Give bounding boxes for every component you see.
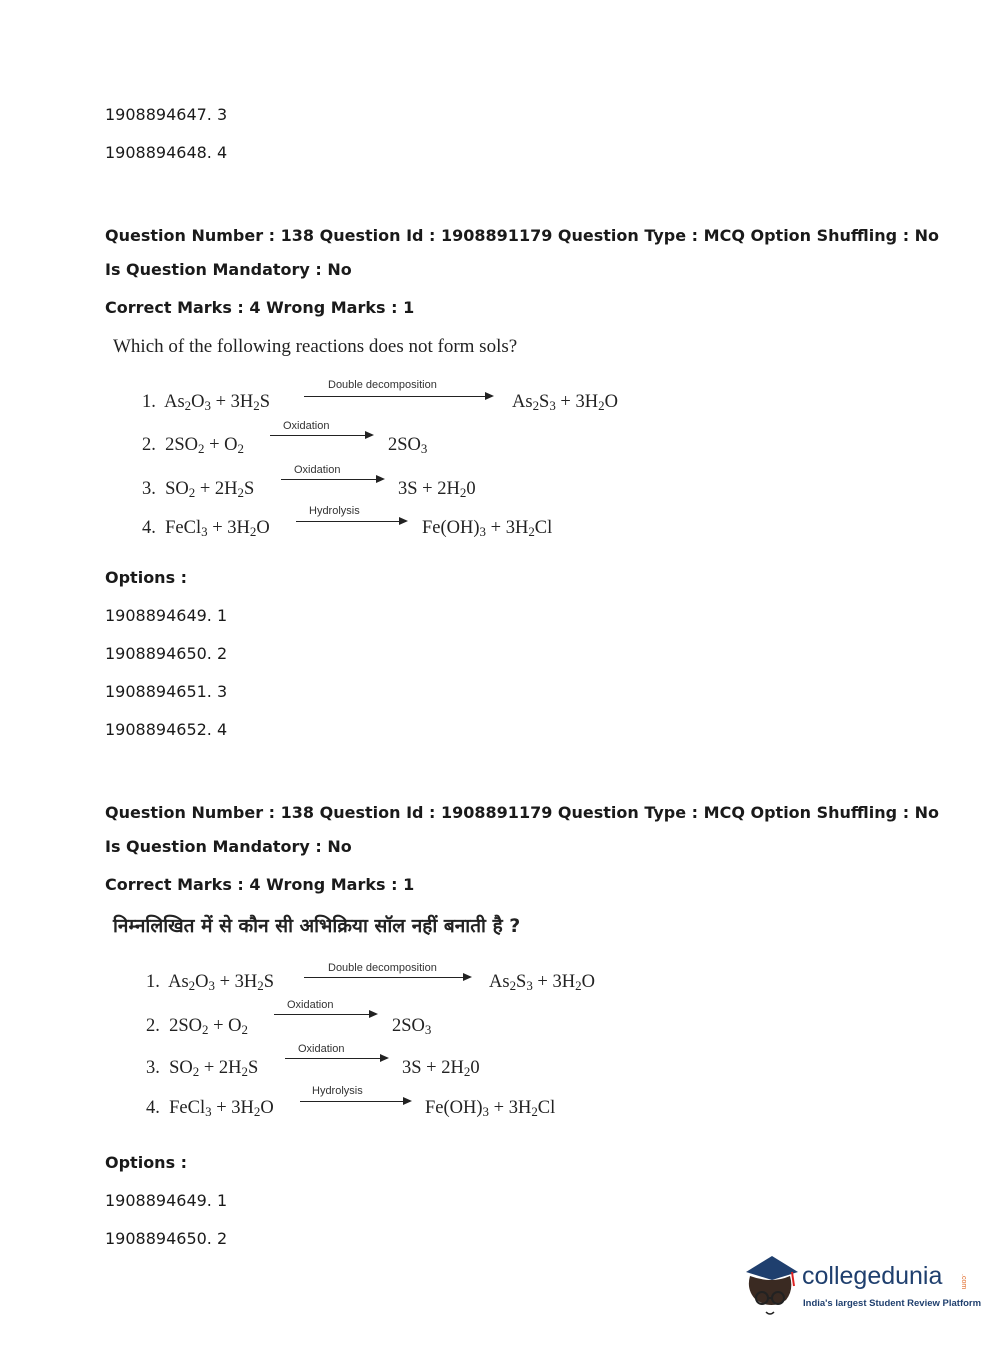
reaction-arrow bbox=[274, 1014, 376, 1015]
reaction-4: 4. FeCl$_3$ + $3H_2O$ bbox=[146, 1098, 274, 1119]
reaction-product: $Fe(OH)_3 + 3H_2Cl$ bbox=[422, 518, 553, 539]
option-line: 1908894648. 4 bbox=[105, 143, 228, 162]
logo-tagline: India's largest Student Review Platform bbox=[803, 1298, 982, 1309]
reaction-condition: Double decomposition bbox=[328, 962, 437, 974]
reaction-arrow bbox=[304, 977, 470, 978]
option-line: 1908894650. 2 bbox=[105, 644, 228, 663]
reaction-condition: Hydrolysis bbox=[309, 505, 360, 517]
question-text-hindi: निम्नलिखित में से कौन सी अभिक्रिया सॉल नहीं बनाती है ? bbox=[113, 915, 521, 937]
reaction-product: $3S + 2H_20$ bbox=[402, 1058, 480, 1079]
reaction-1: 1. $As_2O_3 + 3H_2S$ bbox=[146, 972, 275, 993]
reaction-1: 1. $As_2O_3 + 3H_2S$ bbox=[142, 392, 271, 413]
reaction-3: 3. $SO_2 + 2H_2S$ bbox=[146, 1058, 259, 1079]
reaction-product: $2SO_3$ bbox=[388, 435, 428, 456]
option-line: 1908894652. 4 bbox=[105, 720, 228, 739]
question-text: Which of the following reactions does not form sols? bbox=[113, 336, 518, 357]
logo-suffix: .com bbox=[960, 1274, 967, 1290]
options-label: Options : bbox=[105, 1153, 188, 1172]
reaction-product: $Fe(OH)_3 + 3H_2Cl$ bbox=[425, 1098, 556, 1119]
reaction-product: $As_2S_3 + 3H_2O$ bbox=[512, 392, 618, 413]
question-mandatory: Is Question Mandatory : No bbox=[105, 260, 352, 279]
option-line: 1908894647. 3 bbox=[105, 105, 228, 124]
reaction-arrow bbox=[270, 435, 372, 436]
reaction-4: 4. FeCl$_3$ + $3H_2O$ bbox=[142, 518, 270, 539]
collegedunia-logo bbox=[742, 1250, 982, 1320]
reaction-3: 3. $SO_2 + 2H_2S$ bbox=[142, 479, 255, 500]
reaction-condition: Oxidation bbox=[294, 464, 341, 476]
reaction-condition: Double decomposition bbox=[328, 379, 437, 391]
reaction-product: $2SO_3$ bbox=[392, 1016, 432, 1037]
reaction-2: 2. $2SO_2 + O_2$ bbox=[146, 1016, 249, 1037]
option-line: 1908894651. 3 bbox=[105, 682, 228, 701]
logo-name: collegedunia bbox=[802, 1262, 943, 1290]
question-header: Question Number : 138 Question Id : 1908891179 Question Type : MCQ Option Shuffling : No bbox=[105, 226, 940, 245]
question-mandatory: Is Question Mandatory : No bbox=[105, 837, 352, 856]
reaction-arrow bbox=[281, 479, 383, 480]
question-marks: Correct Marks : 4 Wrong Marks : 1 bbox=[105, 298, 415, 317]
option-line: 1908894649. 1 bbox=[105, 1191, 228, 1210]
reaction-condition: Oxidation bbox=[287, 999, 334, 1011]
reaction-condition: Oxidation bbox=[283, 420, 330, 432]
reaction-condition: Oxidation bbox=[298, 1043, 345, 1055]
reaction-arrow bbox=[285, 1058, 387, 1059]
question-header: Question Number : 138 Question Id : 1908891179 Question Type : MCQ Option Shuffling : No bbox=[105, 803, 940, 822]
options-label: Options : bbox=[105, 568, 188, 587]
option-line: 1908894650. 2 bbox=[105, 1229, 228, 1248]
reaction-arrow bbox=[300, 1101, 410, 1102]
reaction-arrow bbox=[296, 521, 406, 522]
reaction-condition: Hydrolysis bbox=[312, 1085, 363, 1097]
reaction-arrow bbox=[304, 396, 492, 397]
mascot-icon bbox=[742, 1250, 800, 1320]
reaction-product: $As_2S_3 + 3H_2O$ bbox=[489, 972, 595, 993]
reaction-2: 2. $2SO_2 + O_2$ bbox=[142, 435, 245, 456]
question-marks: Correct Marks : 4 Wrong Marks : 1 bbox=[105, 875, 415, 894]
reaction-product: $3S + 2H_20$ bbox=[398, 479, 476, 500]
option-line: 1908894649. 1 bbox=[105, 606, 228, 625]
